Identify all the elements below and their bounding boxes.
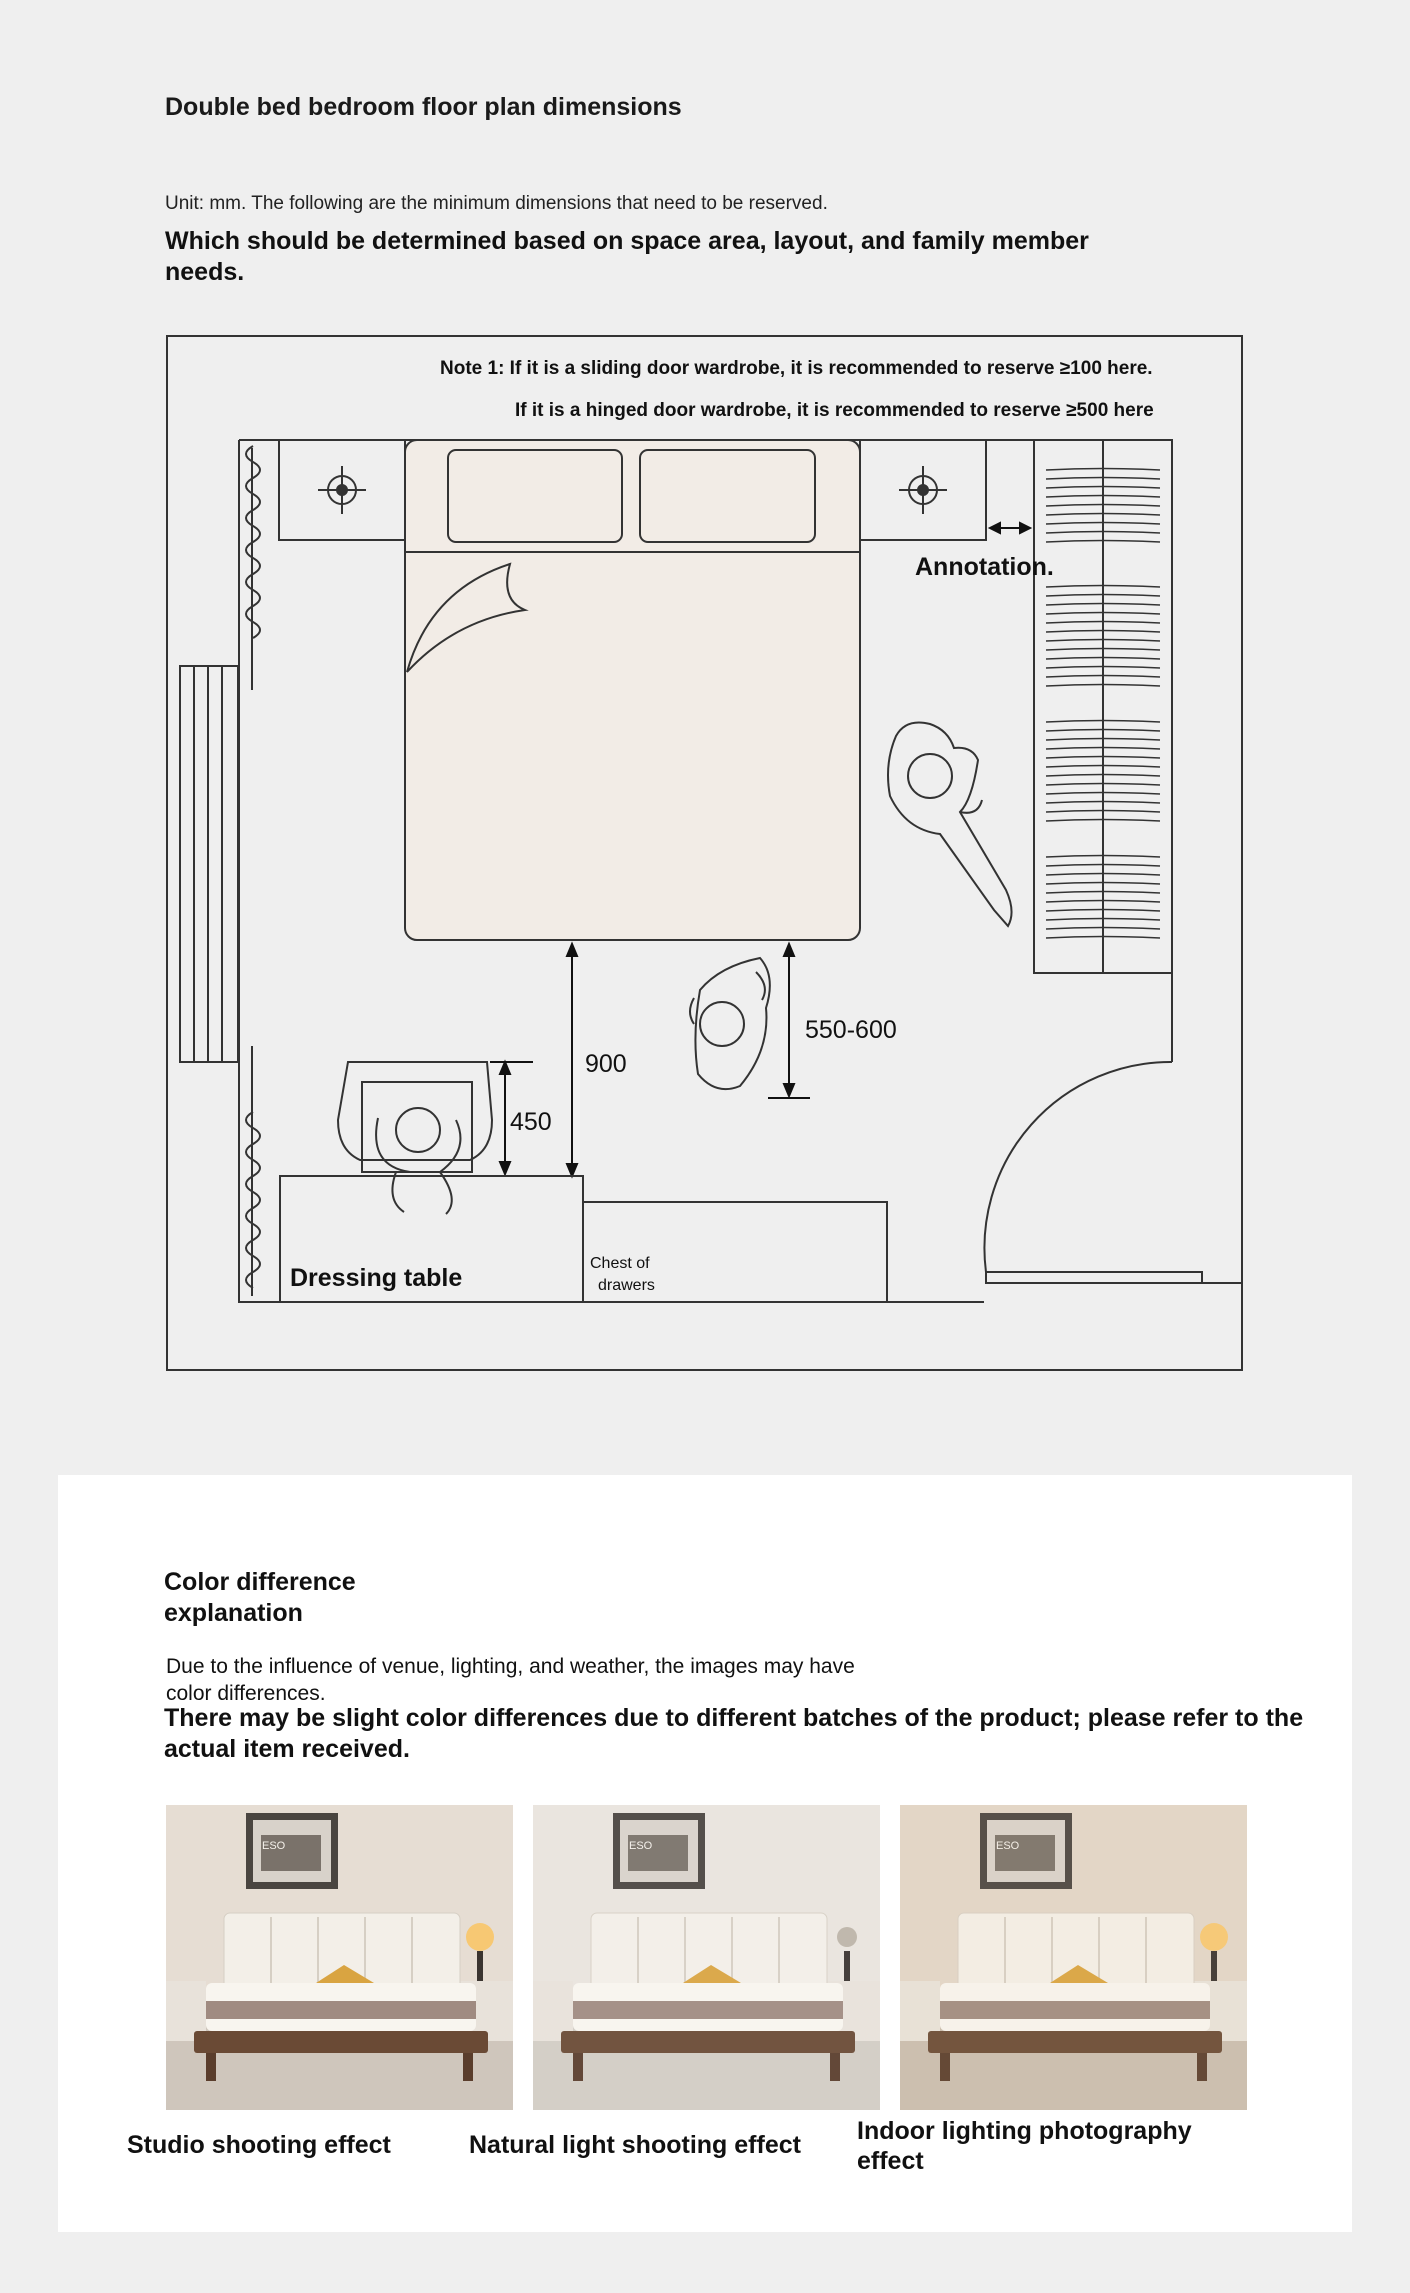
dim-550-600-label: 550-600 bbox=[805, 1016, 897, 1044]
person-walking-bed bbox=[690, 958, 770, 1089]
svg-text:ESO: ESO bbox=[996, 1840, 1020, 1852]
nightstand-right bbox=[860, 440, 986, 540]
bed-photo-natural bbox=[533, 1805, 880, 2110]
section-title: Color difference explanation bbox=[164, 1568, 356, 1627]
door-swing bbox=[984, 1062, 1202, 1283]
svg-text:ESO: ESO bbox=[262, 1840, 286, 1852]
annotation-label: Annotation. bbox=[915, 553, 1054, 581]
page-title: Double bed bedroom floor plan dimensions bbox=[165, 93, 682, 121]
note-1: Note 1: If it is a sliding door wardrobe, it is recommended to reserve ≥100 here. bbox=[440, 358, 1153, 379]
svg-text:ESO: ESO bbox=[629, 1840, 653, 1852]
dressing-table-label: Dressing table bbox=[290, 1264, 463, 1292]
dressing-chair bbox=[338, 1062, 492, 1172]
curtain-bottom bbox=[246, 1046, 260, 1296]
double-bed bbox=[405, 440, 860, 940]
caption-natural: Natural light shooting effect bbox=[469, 2131, 801, 2159]
unit-note: Unit: mm. The following are the minimum dimensions that need to be reserved. bbox=[165, 193, 828, 214]
dim-900-label: 900 bbox=[585, 1050, 627, 1078]
color-difference-card bbox=[58, 1475, 1352, 2232]
chest-label-1: Chest of bbox=[590, 1255, 650, 1272]
bed-photo-indoor bbox=[900, 1805, 1247, 2110]
caption-indoor: Indoor lighting photography effect bbox=[857, 2117, 1192, 2175]
batch-note: There may be slight color differences due to different batches of the product; please refer to the actual item received. bbox=[164, 1704, 1304, 1763]
window bbox=[180, 666, 238, 1062]
layout-note: Which should be determined based on space area, layout, and family member needs. bbox=[165, 227, 1089, 286]
nightstand-left bbox=[279, 440, 405, 540]
dim-450-label: 450 bbox=[510, 1108, 552, 1136]
chest-label-2: drawers bbox=[598, 1277, 655, 1294]
bed-photo-studio bbox=[166, 1805, 513, 2110]
caption-studio: Studio shooting effect bbox=[127, 2131, 391, 2159]
dimension-900 bbox=[567, 944, 577, 1176]
curtain-top bbox=[246, 446, 260, 690]
dimension-550-600 bbox=[768, 944, 810, 1098]
note-2: If it is a hinged door wardrobe, it is recommended to reserve ≥500 here bbox=[515, 400, 1154, 421]
person-walking-wardrobe bbox=[888, 723, 1012, 927]
lighting-note: Due to the influence of venue, lighting, and weather, the images may have color differences. bbox=[166, 1655, 855, 1705]
clearance-arrow bbox=[990, 523, 1030, 533]
